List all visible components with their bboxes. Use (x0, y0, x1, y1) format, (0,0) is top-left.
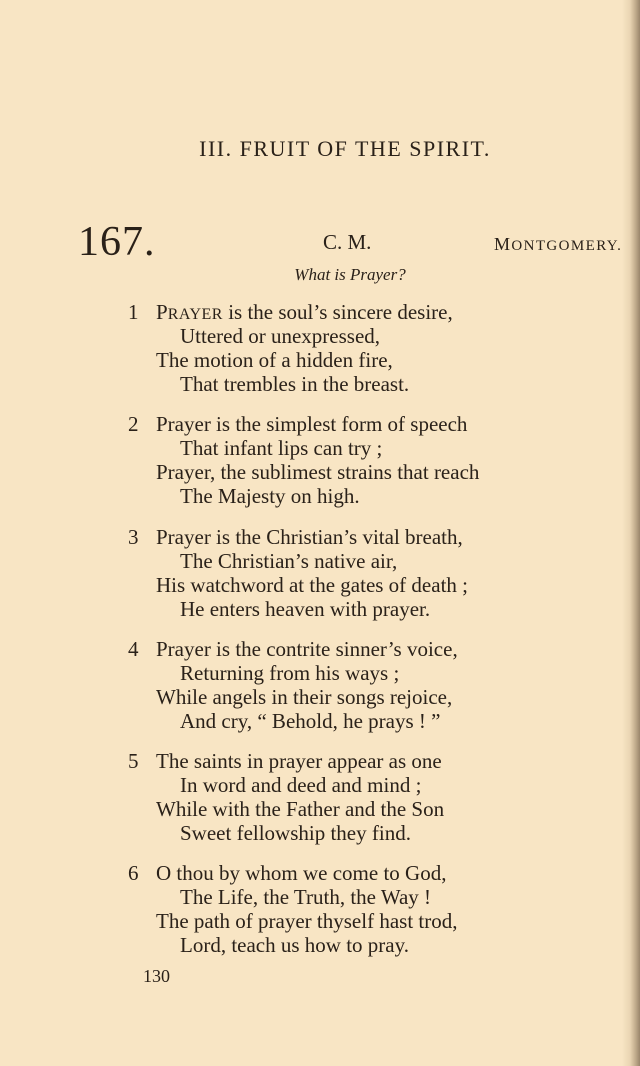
stanza-line: Lord, teach us how to pray. (180, 933, 409, 957)
stanza-line: Prayer is the contrite sinner’s voice, (156, 637, 458, 661)
stanza-line: His watchword at the gates of death ; (156, 573, 468, 597)
stanza-line: Prayer, the sublimest strains that reach (156, 460, 480, 484)
stanza-line: While with the Father and the Son (156, 797, 445, 821)
stanza-line: O thou by whom we come to God, (156, 861, 447, 885)
page-number: 130 (143, 966, 170, 986)
hymn-number: 167. (78, 219, 156, 265)
stanza-line: Prayer is the Christian’s vital breath, (156, 525, 463, 549)
stanza-line: He enters heaven with prayer. (180, 597, 431, 621)
stanza-line: Sweet fellowship they find. (180, 821, 411, 845)
stanza-line: The motion of a hidden fire, (156, 348, 393, 372)
stanza-number: 4 (128, 637, 139, 661)
stanza-line: In word and deed and mind ; (180, 773, 422, 797)
stanza-line: The saints in prayer appear as one (156, 749, 442, 773)
stanza-number: 6 (128, 861, 139, 885)
author-initial: M (494, 234, 512, 254)
stanza-number: 5 (128, 749, 139, 773)
stanza-line: Uttered or unexpressed, (180, 324, 381, 348)
stanza-line: And cry, “ Behold, he prays ! ” (180, 709, 441, 733)
stanza-line: The Life, the Truth, the Way ! (180, 885, 432, 909)
section-heading: III. FRUIT OF THE SPIRIT. (199, 136, 491, 161)
stanza-line: Prayer is the simplest form of speech (156, 412, 468, 436)
stanza-line (156, 300, 453, 325)
stanza-line: The Christian’s native air, (180, 549, 398, 573)
stanza-number: 3 (128, 525, 139, 549)
hymn-author (494, 234, 622, 255)
small-caps-word: RAYER (167, 306, 223, 323)
drop-cap: P (156, 300, 168, 324)
stanza-line: The Majesty on high. (180, 484, 360, 508)
author-rest: ONTGOMERY. (511, 238, 623, 254)
stanza-line: The path of prayer thyself hast trod, (156, 909, 458, 933)
stanza-number: 2 (128, 412, 139, 436)
hymn-meter: C. M. (323, 230, 372, 254)
line-rest: is the soul’s sincere desire, (222, 300, 453, 324)
stanza-line: That trembles in the breast. (180, 372, 410, 396)
hymn-subtitle: What is Prayer? (294, 265, 406, 284)
stanza-number: 1 (128, 300, 139, 324)
stanza-line: Returning from his ways ; (180, 661, 400, 685)
stanza-line: That infant lips can try ; (180, 436, 383, 460)
stanza-line: While angels in their songs rejoice, (156, 685, 453, 709)
